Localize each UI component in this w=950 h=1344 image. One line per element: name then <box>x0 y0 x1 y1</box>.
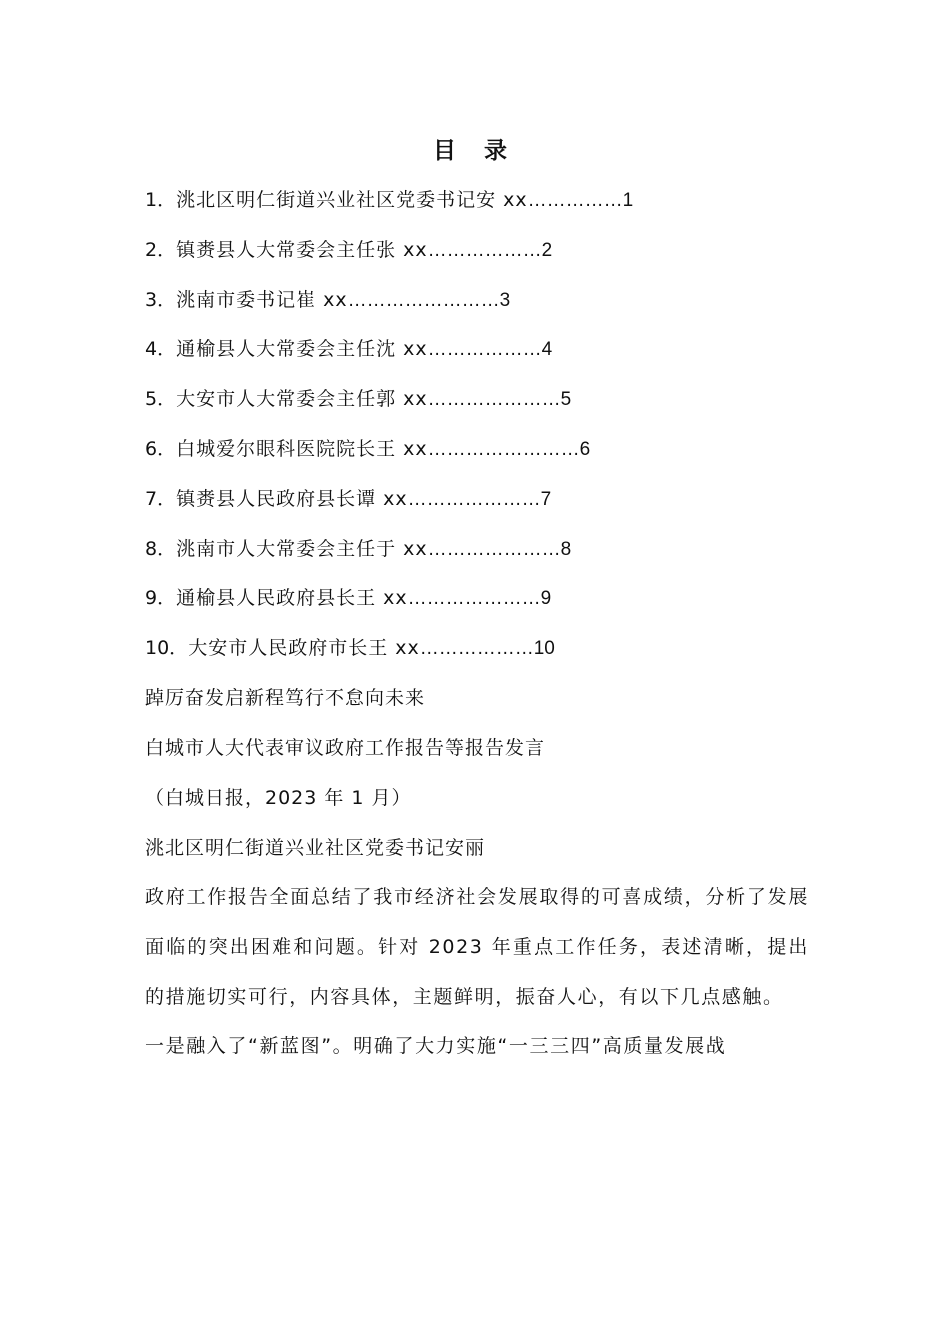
toc-entry-leader: ……………… <box>419 638 534 660</box>
toc-entry-7[interactable] <box>145 483 825 533</box>
toc-entry-leader: …………………… <box>347 289 500 311</box>
toc-entry-text: 镇赉县人民政府县长谭 xx <box>176 487 408 510</box>
toc-entry-3[interactable] <box>145 284 825 334</box>
toc-entry-page: 1 <box>622 190 634 211</box>
toc-entry-leader: …………………… <box>427 438 580 460</box>
toc-entry-text: 通榆县人大常委会主任沈 xx <box>176 338 428 361</box>
toc-entry-leader: ………………… <box>427 389 561 411</box>
toc-entry-1[interactable] <box>145 184 825 234</box>
toc-entry-leader: ………………… <box>407 488 541 510</box>
toc-entry-page: 9 <box>540 588 552 610</box>
table-of-contents <box>145 184 825 682</box>
toc-entry-text: 洮南市人大常委会主任于 xx <box>176 537 428 560</box>
article-source: （白城日报，2023 年 1 月） <box>145 787 412 809</box>
article-paragraph-2: 一是融入了“新蓝图”。明确了大力实施“一三三四”高质量发展战 <box>145 1035 727 1058</box>
toc-entry-text: 洮南市委书记崔 xx <box>176 288 348 311</box>
toc-entry-page: 8 <box>560 538 572 560</box>
toc-entry-text: 洮北区明仁街道兴业社区党委书记安 xx <box>176 189 528 211</box>
toc-entry-number: 9． <box>145 587 177 610</box>
toc-title: 目 录 <box>432 138 517 164</box>
toc-entry-page: 4 <box>541 339 553 361</box>
toc-entry-number: 8． <box>145 537 177 560</box>
toc-entry-page: 2 <box>541 239 553 261</box>
toc-entry-number: 3． <box>145 288 177 311</box>
toc-entry-text: 大安市人大常委会主任郭 xx <box>176 388 428 411</box>
toc-entry-text: 镇赉县人大常委会主任张 xx <box>176 238 428 261</box>
toc-entry-leader: ……………… <box>427 239 542 261</box>
toc-entry-number: 1． <box>145 189 177 211</box>
toc-entry-number: 5． <box>145 388 177 411</box>
toc-entry-page: 10 <box>533 638 555 660</box>
toc-entry-number: 6． <box>145 437 177 460</box>
toc-entry-number: 10． <box>145 637 189 660</box>
toc-entry-leader: ………………… <box>427 538 561 560</box>
toc-entry-text: 大安市人民政府市长王 xx <box>188 637 420 660</box>
toc-entry-text: 白城爱尔眼科医院院长王 xx <box>176 437 428 460</box>
article-headline: 踔厉奋发启新程笃行不怠向未来 <box>145 687 426 709</box>
toc-entry-10[interactable] <box>145 632 825 682</box>
toc-entry-page: 7 <box>540 488 552 510</box>
toc-entry-number: 7． <box>145 487 177 510</box>
article-speaker: 洮北区明仁街道兴业社区党委书记安丽 <box>145 837 486 859</box>
toc-entry-leader: …………… <box>527 190 623 211</box>
article-body <box>145 682 809 1072</box>
toc-entry-page: 6 <box>579 438 591 460</box>
toc-entry-leader: ……………… <box>427 339 542 361</box>
article-paragraph-1: 政府工作报告全面总结了我市经济社会发展取得的可喜成绩，分析了发展面临的突出困难和问题。针对 2023 年重点工作任务，表述清晰，提出的措施切实可行，内容具体，主题鲜明，振奋人心，有以下几点感触。 <box>145 886 809 1008</box>
article-subheadline: 白城市人大代表审议政府工作报告等报告发言 <box>145 737 546 759</box>
toc-entry-6[interactable] <box>145 433 825 483</box>
toc-entry-4[interactable] <box>145 333 825 383</box>
toc-entry-page: 5 <box>560 389 572 411</box>
toc-entry-number: 2． <box>145 238 177 261</box>
toc-entry-5[interactable] <box>145 383 825 433</box>
toc-entry-9[interactable] <box>145 582 825 632</box>
toc-entry-leader: ………………… <box>407 588 541 610</box>
toc-entry-number: 4． <box>145 338 177 361</box>
toc-entry-2[interactable] <box>145 234 825 284</box>
toc-entry-text: 通榆县人民政府县长王 xx <box>176 587 408 610</box>
toc-entry-8[interactable] <box>145 533 825 583</box>
toc-entry-page: 3 <box>499 289 511 311</box>
